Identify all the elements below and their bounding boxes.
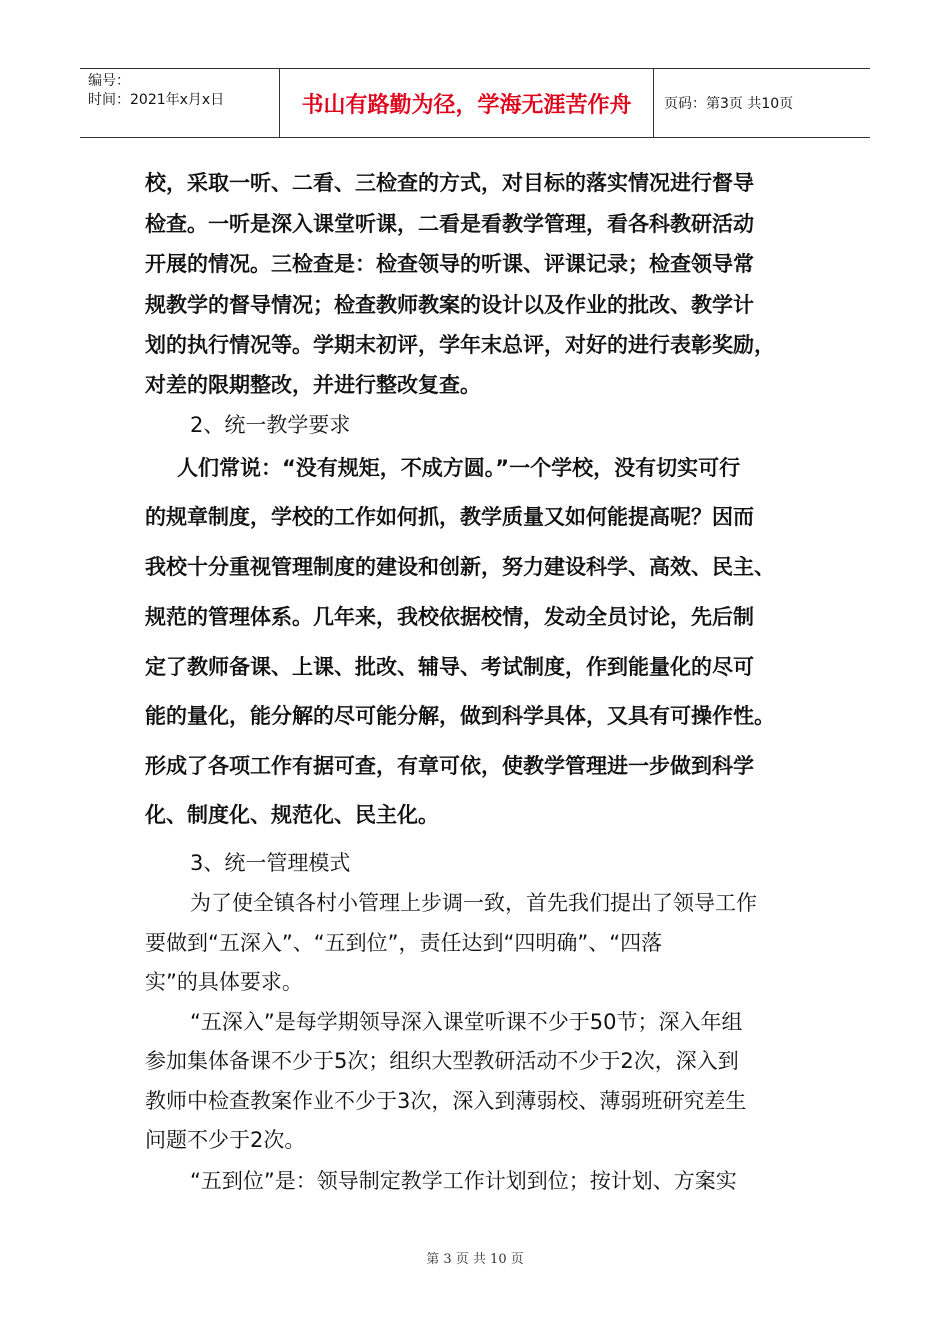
header-page-code: 页码：第3页 共10页 xyxy=(664,96,794,112)
body-line: 形成了各项工作有据可查，有章可依，使教学管理进一步做到科学 xyxy=(145,754,754,778)
header-slogan: 书山有路勤为径，学海无涯苦作舟 xyxy=(280,69,654,137)
body-line: 为了使全镇各村小管理上步调一致，首先我们提出了领导工作 xyxy=(190,891,757,915)
body-line: 开展的情况。三检查是：检查领导的听课、评课记录；检查领导常 xyxy=(145,252,754,276)
body-line: 化、制度化、规范化、民主化。 xyxy=(145,803,439,827)
body-line: 对差的限期整改，并进行整改复查。 xyxy=(145,373,481,397)
header-meta xyxy=(80,69,280,137)
body-line: 划的执行情况等。学期末初评，学年末总评，对好的进行表彰奖励， xyxy=(145,333,775,357)
body-line: 要做到“五深入”、“五到位”，责任达到“四明确”、“四落 xyxy=(145,931,663,955)
body-line: 问题不少于2次。 xyxy=(145,1128,306,1152)
body-line: 能的量化，能分解的尽可能分解，做到科学具体，又具有可操作性。 xyxy=(145,704,775,728)
section-heading: 2、统一教学要求 xyxy=(190,413,351,437)
body-line: 的规章制度，学校的工作如何抓，教学质量又如何能提高呢？因而 xyxy=(145,505,754,529)
body-line: 校，采取一听、二看、三检查的方式，对目标的落实情况进行督导 xyxy=(145,171,754,195)
number-label: 编号： xyxy=(88,73,130,89)
body-line: “五深入”是每学期领导深入课堂听课不少于50节；深入年组 xyxy=(190,1010,743,1034)
body-line: 人们常说：“没有规矩，不成方圆。”一个学校，没有切实可行 xyxy=(177,456,741,480)
body-line: 我校十分重视管理制度的建设和创新，努力建设科学、高效、民主、 xyxy=(145,555,775,579)
body-line: 检查。一听是深入课堂听课，二看是看教学管理，看各科教研活动 xyxy=(145,212,754,236)
document-header xyxy=(80,68,870,138)
body-line: 实”的具体要求。 xyxy=(145,970,303,994)
page-footer: 第 3 页 共 10 页 xyxy=(426,1252,524,1267)
body-line: “五到位”是：领导制定教学工作计划到位；按计划、方案实 xyxy=(190,1169,737,1193)
body-line: 规范的管理体系。几年来，我校依据校情，发动全员讨论，先后制 xyxy=(145,605,754,629)
body-line: 教师中检查教案作业不少于3次，深入到薄弱校、薄弱班研究差生 xyxy=(145,1089,747,1113)
body-line: 定了教师备课、上课、批改、辅导、考试制度，作到能量化的尽可 xyxy=(145,655,754,679)
section-heading: 3、统一管理模式 xyxy=(190,851,351,875)
body-line: 参加集体备课不少于5次；组织大型教研活动不少于2次，深入到 xyxy=(145,1049,739,1073)
time-label: 时间：2021年x月x日 xyxy=(88,92,225,108)
body-line: 规教学的督导情况；检查教师教案的设计以及作业的批改、教学计 xyxy=(145,293,754,317)
